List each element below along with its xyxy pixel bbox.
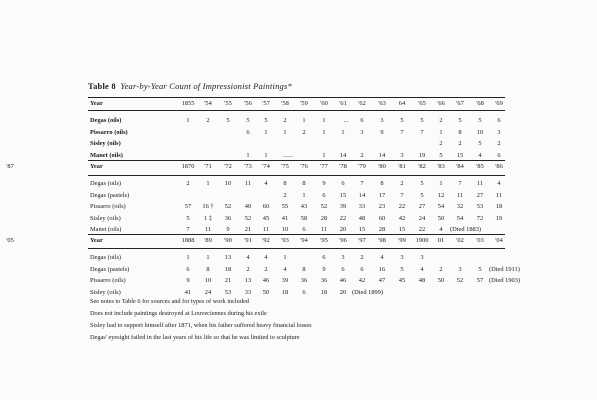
table-rule (88, 97, 505, 98)
table-cell: 27 (418, 203, 426, 210)
table-cell: 24 (204, 288, 212, 296)
table-cell: 54 (437, 203, 445, 210)
table-cell: 14 (358, 191, 366, 199)
year-header-cell: '84 (456, 163, 464, 170)
table-cell: 9 (380, 128, 384, 136)
table-cell: 11 (495, 191, 503, 199)
table-cell: 16 † (202, 203, 214, 210)
table-cell: 6 (360, 265, 364, 273)
year-header-cell: '89 (204, 237, 212, 244)
table-cell: 1 (439, 180, 443, 187)
year-header-cell: '02 (456, 237, 464, 244)
year-header-cell: '95 (320, 237, 328, 244)
table-cell: 5 (400, 265, 404, 273)
table-cell: 32 (456, 203, 464, 210)
table-cell: 6 (497, 117, 501, 124)
table-rule (88, 110, 505, 111)
table-cell: 1 (246, 151, 250, 159)
table-cell: 2 (186, 180, 190, 187)
table-cell: 3 (420, 254, 424, 261)
table-cell: 2 (360, 151, 364, 159)
table-cell: 57 (184, 203, 192, 210)
table-cell: 1 (206, 254, 210, 261)
year-header-cell: '69 (495, 100, 503, 107)
table-cell: 9 (226, 226, 230, 233)
table-cell: 47 (378, 277, 386, 284)
table-cell: 8 (458, 128, 462, 136)
table-cell: 9 (322, 180, 326, 187)
table-cell: 22 (398, 203, 406, 210)
row-label: Degas (pastels) (90, 265, 130, 273)
table-cell: 4 (246, 254, 250, 261)
year-header-cell: '80 (378, 163, 386, 170)
table-cell: 2 (360, 254, 364, 261)
table-cell: 46 (262, 277, 270, 284)
table-cell: (Died 1911) (489, 265, 520, 273)
year-header-cell: '75 (281, 163, 289, 170)
table-cell: 52 (244, 214, 252, 222)
row-label: Pissarro (oils) (90, 277, 126, 284)
table-cell: (Died 1903) (489, 277, 521, 284)
table-cell: 11 (262, 226, 270, 233)
table-cell: 1 (283, 128, 287, 136)
table-cell: 11 (320, 226, 328, 233)
table-cell: 50 (262, 288, 270, 296)
table-cell: 1 (322, 128, 326, 136)
table-cell: 1 (322, 117, 326, 124)
table-cell: 6 (246, 128, 250, 136)
table-cell: 2 (264, 265, 268, 273)
table-cell: 10 (476, 128, 484, 136)
table-cell: 10 (224, 180, 232, 187)
table-cell: (Died 1883) (450, 226, 482, 233)
year-header-cell: 1855 (181, 100, 195, 107)
year-header-cell: '59 (300, 100, 308, 107)
row-label: Degas (oils) (90, 180, 122, 187)
table-cell: 58 (300, 214, 308, 222)
year-header-cell: '74 (262, 163, 270, 170)
footnote: See notes to Table 6 for sources and for types of work included (90, 298, 249, 305)
row-label: Manet (oils) (90, 151, 123, 159)
table-cell: 11 (204, 226, 212, 233)
year-header-cell: '58 (281, 100, 289, 107)
table-cell: 3 (497, 128, 501, 136)
table-cell: 1 (283, 254, 287, 261)
table-cell: 18 (495, 203, 503, 210)
year-header-cell: '62 (358, 100, 366, 107)
year-header-cell: '57 (262, 100, 270, 107)
footnote: Sisley had to support himself after 1871, when his father suffered heavy financial losses (90, 322, 312, 329)
table-cell: 14 (378, 151, 386, 159)
table-cell: 1 (186, 254, 190, 261)
year-header-cell: '98 (378, 237, 386, 244)
table-cell: 6 (360, 117, 364, 124)
year-header-cell: '87 (6, 163, 14, 170)
table-cell: 5 (186, 214, 190, 222)
table-cell: 6 (341, 180, 345, 187)
table-cell: 9 (186, 277, 190, 284)
table-title: Year-by-Year Count of Impressionist Paintings* (120, 81, 292, 91)
table-cell: 52 (320, 203, 328, 210)
table-cell: 43 (300, 203, 308, 210)
table-cell: 4 (283, 265, 287, 273)
table-cell: 19 (418, 151, 426, 159)
table-cell: 13 (224, 254, 232, 261)
table-cell: 5 (420, 117, 424, 124)
table-cell: 8 (302, 180, 306, 187)
table-cell: 7 (186, 226, 190, 233)
year-header-cell: '85 (476, 163, 484, 170)
table-cell: 1 (206, 180, 210, 187)
year-header-cell: '83 (437, 163, 445, 170)
table-cell: 12 (437, 191, 445, 199)
table-cell: 50 (437, 214, 445, 222)
table-cell: 15 (339, 191, 347, 199)
table-cell: ... (343, 117, 349, 124)
table-cell: 7 (420, 128, 424, 136)
table-cell: 7 (458, 180, 462, 187)
table-cell: 11 (456, 191, 464, 199)
table-cell: 36 (300, 277, 308, 284)
table-cell: 6 (322, 254, 326, 261)
table-number: Table 8 (88, 81, 116, 91)
table-cell: 41 (184, 288, 192, 296)
year-header-cell: '66 (437, 100, 445, 107)
table-cell: 7 (400, 128, 404, 136)
table-cell: 57 (476, 277, 484, 284)
row-label: Pissarro (oils) (90, 203, 126, 210)
table-cell: 8 (380, 180, 384, 187)
table-cell: 41 (281, 214, 289, 222)
year-header-cell: '78 (339, 163, 347, 170)
year-header-cell: '60 (320, 100, 328, 107)
table-cell: 6 (302, 226, 306, 233)
table-cell: 21 (244, 226, 252, 233)
table-cell: 52 (456, 277, 464, 284)
table-cell: 2 (302, 128, 306, 136)
table-cell: 1 (341, 128, 345, 136)
table-cell: 10 (204, 277, 212, 284)
table-cell: 5 (478, 117, 482, 124)
table-cell: 39 (339, 203, 347, 210)
table-cell: 39 (281, 277, 289, 284)
table-cell: 4 (497, 180, 501, 187)
table-cell: 23 (378, 203, 386, 210)
table-cell: 6 (302, 288, 306, 296)
table-cell: 50 (437, 277, 445, 284)
table-cell: 48 (358, 214, 366, 222)
year-header-cell: '92 (262, 237, 270, 244)
table-cell: 11 (476, 180, 484, 187)
table-cell: 4 (420, 265, 424, 273)
table-cell: 4 (380, 254, 384, 261)
row-label: Degas (oils) (90, 117, 122, 124)
table-cell: 4 (439, 226, 443, 233)
table-cell: 21 (224, 277, 232, 284)
table-cell: 42 (398, 214, 406, 222)
table-cell: 40 (244, 203, 252, 210)
table-cell: 3 (400, 151, 404, 159)
row-label: Manet (oils) (90, 226, 122, 233)
table-cell: 52 (224, 203, 232, 210)
year-header-cell: 1888 (181, 237, 195, 244)
table-cell: 8 (302, 265, 306, 273)
year-header-cell: 1900 (415, 237, 429, 244)
table-cell: ...... (283, 151, 293, 159)
table-cell: 8 (283, 180, 287, 187)
table-cell: 28 (320, 214, 328, 222)
table-cell: 60 (262, 203, 270, 210)
table-cell: 53 (476, 203, 484, 210)
table-cell: 4 (264, 254, 268, 261)
table-cell: 6 (186, 265, 190, 273)
table-cell: 2 (400, 180, 404, 187)
year-header-label: Year (90, 163, 103, 170)
table-cell: 18 (320, 288, 328, 296)
table-cell: 2 (497, 140, 501, 147)
year-header-cell: '04 (495, 237, 503, 244)
table-cell: 4 (264, 180, 268, 187)
year-header-cell: '68 (476, 100, 484, 107)
table-rule (88, 248, 505, 249)
table-cell: 11 (244, 180, 252, 187)
table-cell: 33 (244, 288, 252, 296)
table-cell: 5 (264, 117, 268, 124)
table-cell: 5 (420, 191, 424, 199)
year-header-cell: '72 (224, 163, 232, 170)
table-cell: 2 (458, 140, 462, 147)
table-cell: 3 (458, 265, 462, 273)
table-cell: 6 (341, 265, 345, 273)
year-header-cell: '76 (300, 163, 308, 170)
table-cell: 15 (358, 226, 366, 233)
table-cell: 1 (264, 151, 268, 159)
table-rule (88, 175, 505, 176)
table-cell: 2 (206, 117, 210, 124)
year-header-cell: '71 (204, 163, 212, 170)
table-cell: 18 (224, 265, 232, 273)
year-header-cell: '90 (224, 237, 232, 244)
table-cell: 28 (378, 226, 386, 233)
year-header-cell: '94 (300, 237, 308, 244)
table-cell: 36 (224, 214, 232, 222)
year-header-cell: '65 (418, 100, 426, 107)
table-cell: 2 (246, 265, 250, 273)
table-cell: 3 (400, 254, 404, 261)
table-cell: 3 (380, 117, 384, 124)
table-cell: 22 (418, 226, 426, 233)
year-header-label: Year (90, 237, 103, 244)
year-header-cell: '96 (339, 237, 347, 244)
footnote: Does not include paintings destroyed at Louveciennes during his exile (90, 310, 267, 317)
row-label: Sisley (oils) (90, 214, 121, 222)
table-cell: 36 (320, 277, 328, 284)
table-rule (88, 234, 505, 235)
row-label: Pissarro (oils) (90, 128, 128, 136)
table-cell: 48 (418, 277, 426, 284)
year-header-cell: '82 (418, 163, 426, 170)
year-header-cell: '54 (204, 100, 212, 107)
table-cell: 54 (456, 214, 464, 222)
table-cell: 1 (264, 128, 268, 136)
year-header-cell: '55 (224, 100, 232, 107)
table-cell: 1 (439, 128, 443, 136)
year-header-cell: '56 (244, 100, 252, 107)
year-header-cell: '67 (456, 100, 464, 107)
table-cell: 5 (458, 117, 462, 124)
table-cell: 33 (358, 203, 366, 210)
table-cell: 7 (360, 180, 364, 187)
table-cell: 3 (360, 128, 364, 136)
footnote: Degas' eyesight failed in the last years of his life so that he was limited to sculpture (90, 334, 300, 341)
year-header-cell: '93 (281, 237, 289, 244)
table-cell: 14 (339, 151, 347, 159)
table-cell: 20 (339, 226, 347, 233)
year-header-cell: 1870 (181, 163, 195, 170)
table-cell: 1 (302, 191, 306, 199)
table-cell: 1 (302, 117, 306, 124)
year-header-cell: '05 (6, 237, 14, 244)
table-cell: 18 (281, 288, 289, 296)
table-cell: 9 (322, 265, 326, 273)
row-label: Sisley (oils) (90, 288, 121, 296)
table-cell: 13 (244, 277, 252, 284)
year-header-cell: '86 (495, 163, 503, 170)
table-cell: 6 (322, 191, 326, 199)
table-cell: 1 (186, 117, 190, 124)
year-header-cell: '91 (244, 237, 252, 244)
table-cell: 19 (495, 214, 503, 222)
year-header-cell: 64 (398, 100, 406, 107)
year-header-cell: '97 (358, 237, 366, 244)
table-cell: 1 (322, 151, 326, 159)
table-cell: 4 (478, 151, 482, 159)
year-header-cell: '79 (358, 163, 366, 170)
year-header-cell: '99 (398, 237, 406, 244)
table-cell: 2 (283, 191, 287, 199)
table-cell: 22 (339, 214, 347, 222)
year-header-cell: '77 (320, 163, 328, 170)
table-cell: 55 (281, 203, 289, 210)
row-label: Degas (oils) (90, 254, 122, 261)
table-cell: 24 (418, 214, 426, 222)
table-cell: 42 (358, 277, 366, 284)
year-header-cell: '81 (398, 163, 406, 170)
row-label: Degas (pastels) (90, 191, 130, 199)
table-cell: (Died 1899) (352, 288, 384, 296)
row-label: Sisley (oils) (90, 140, 121, 147)
table-cell: 6 (497, 151, 501, 159)
table-cell: 45 (262, 214, 270, 222)
year-header-cell: '03 (476, 237, 484, 244)
table-cell: 5 (246, 117, 250, 124)
table-caption (88, 81, 292, 91)
table-cell: 2 (439, 117, 443, 124)
table-cell: 1 ‡ (204, 214, 212, 222)
year-header-cell: 01 (437, 237, 445, 244)
table-cell: 5 (478, 265, 482, 273)
table-cell: 2 (439, 140, 443, 147)
table-cell: 5 (439, 151, 443, 159)
table-cell: 72 (476, 214, 484, 222)
table-cell: 15 (456, 151, 464, 159)
table-cell: 60 (378, 214, 386, 222)
table-cell: 17 (378, 191, 386, 199)
table-cell: 20 (339, 288, 347, 296)
table-cell: 5 (226, 117, 230, 124)
table-cell: 5 (400, 117, 404, 124)
table-cell: 5 (478, 140, 482, 147)
year-header-cell: '61 (339, 100, 347, 107)
table-cell: 46 (339, 277, 347, 284)
table-cell: 10 (281, 226, 289, 233)
table-cell: 2 (283, 117, 287, 124)
table-cell: 2 (439, 265, 443, 273)
table-rule (88, 160, 505, 161)
year-header-cell: '63 (378, 100, 386, 107)
table-cell: 8 (206, 265, 210, 273)
table-cell: 7 (400, 191, 404, 199)
table-cell: 3 (341, 254, 345, 261)
table-cell: 15 (398, 226, 406, 233)
year-header-cell: '73 (244, 163, 252, 170)
table-cell: 16 (378, 265, 386, 273)
year-header-label: Year (90, 100, 103, 107)
table-cell: 27 (476, 191, 484, 199)
table-cell: 5 (420, 180, 424, 187)
table-cell: 45 (398, 277, 406, 284)
table-cell: 53 (224, 288, 232, 296)
